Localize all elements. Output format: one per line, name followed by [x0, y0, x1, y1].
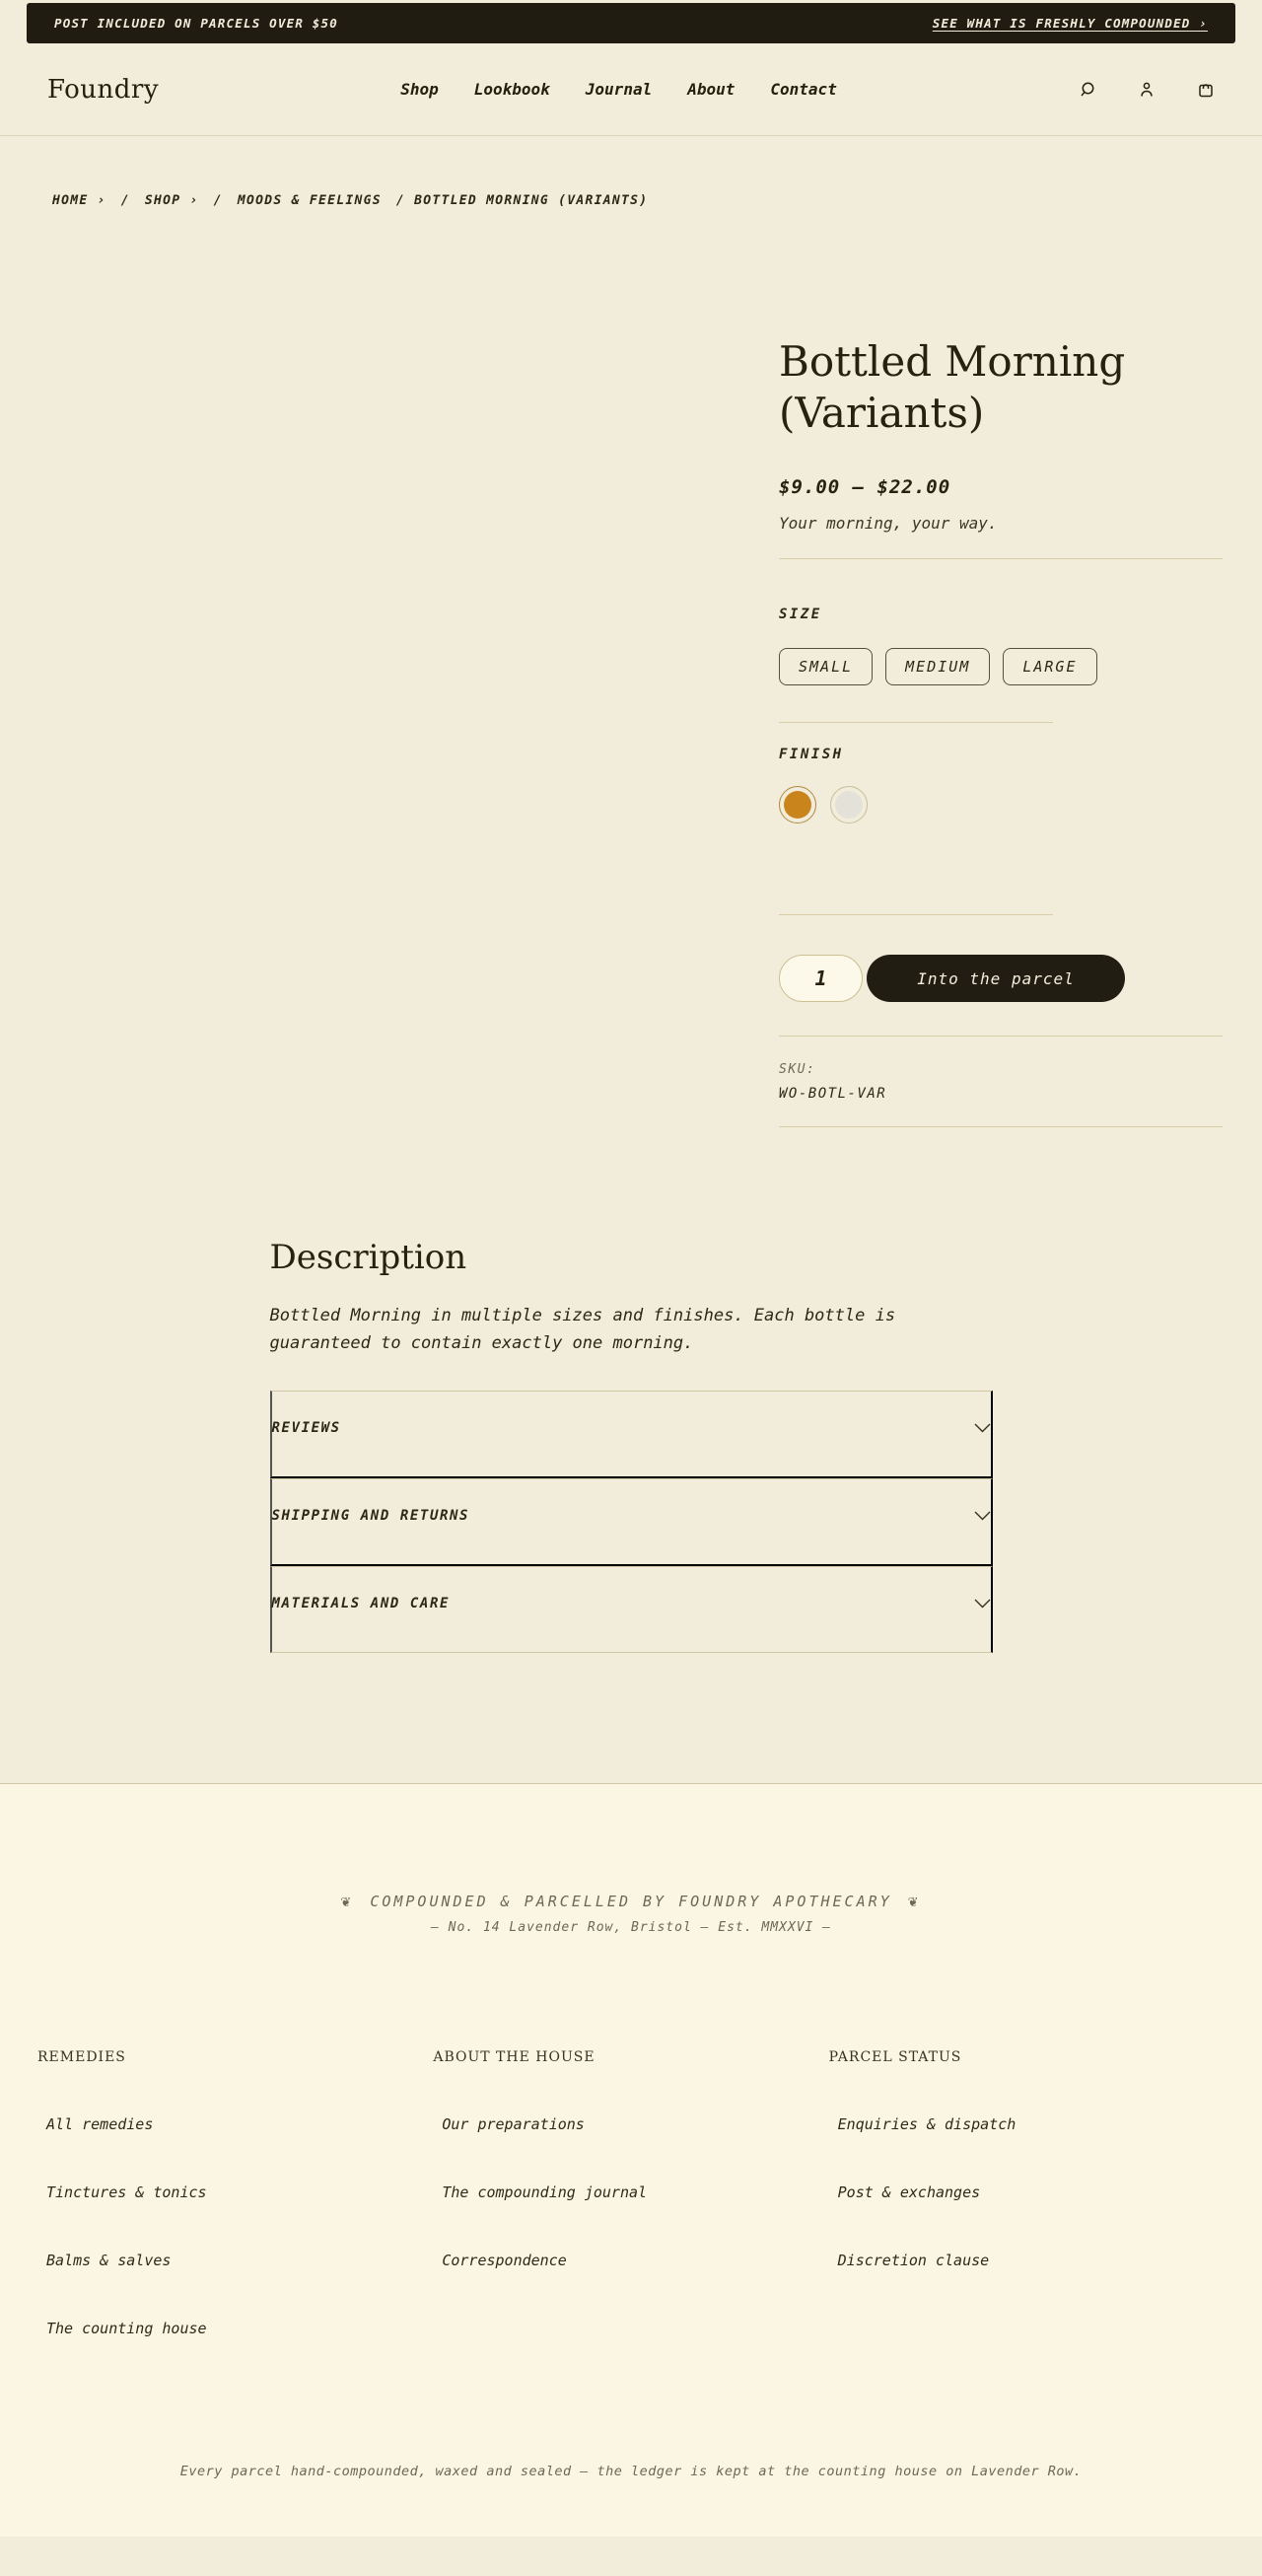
announcement-text: POST INCLUDED ON PARCELS OVER $50: [54, 16, 338, 31]
footer-column: [433, 2049, 828, 2337]
footer-colophon: [0, 1784, 1262, 1935]
description-section: [270, 1238, 993, 1653]
logo[interactable]: Foundry: [47, 74, 160, 105]
footer-link-list: [37, 2114, 433, 2337]
footer-link[interactable]: Enquiries & dispatch: [837, 2115, 1017, 2134]
chevron-down-icon: [974, 1509, 991, 1524]
accordion-row[interactable]: [270, 1566, 993, 1653]
size-option-button[interactable]: LARGE: [1003, 648, 1096, 685]
size-option-button[interactable]: SMALL: [779, 648, 873, 685]
site-header: [0, 43, 1262, 136]
breadcrumb: [0, 136, 1262, 208]
footer-link[interactable]: The counting house: [46, 2320, 207, 2338]
breadcrumb-part[interactable]: /: [120, 193, 130, 208]
colophon-text: COMPOUNDED & PARCELLED BY FOUNDRY APOTHECARY: [370, 1893, 892, 1911]
footer-link[interactable]: Balms & salves: [46, 2252, 172, 2270]
nav-item[interactable]: Shop: [400, 80, 439, 99]
accordion-list: [270, 1391, 993, 1653]
footer-column: [829, 2049, 1225, 2337]
breadcrumb-part[interactable]: SHOP ›: [144, 193, 199, 208]
accordion-row[interactable]: [270, 1478, 993, 1566]
product-tagline: Your morning, your way.: [779, 514, 998, 534]
finish-swatch[interactable]: [830, 786, 868, 823]
site-footer: [0, 1784, 1262, 2537]
footer-link-item: [838, 2114, 1225, 2133]
divider: [779, 914, 1053, 915]
footer-link-item: [46, 2182, 433, 2201]
add-to-cart-button[interactable]: Into the parcel: [867, 955, 1125, 1002]
accordion-row[interactable]: [270, 1391, 993, 1478]
footer-column: [37, 2049, 433, 2337]
footer-link[interactable]: Post & exchanges: [837, 2183, 981, 2202]
product-image-area: [39, 336, 730, 1127]
description-body: Bottled Morning in multiple sizes and finishes. Each bottle is guaranteed to contain exactly one morning.: [269, 1306, 896, 1353]
cart-button[interactable]: [1197, 81, 1215, 99]
footer-column-heading: ABOUT THE HOUSE: [433, 2049, 596, 2066]
chevron-down-icon: [974, 1597, 991, 1611]
finish-option-label: FINISH: [779, 747, 844, 763]
search-button[interactable]: [1079, 81, 1096, 99]
product-info: [779, 336, 1223, 1127]
product-title: Bottled Morning (Variants): [779, 337, 1126, 438]
footer-link-item: [838, 2182, 1225, 2201]
divider: [779, 558, 1223, 559]
announcement-bar: [27, 3, 1235, 43]
footer-link-item: [838, 2251, 1225, 2269]
breadcrumb-part[interactable]: / BOTTLED MORNING (VARIANTS): [395, 193, 649, 208]
footer-link-item: [442, 2114, 828, 2133]
accordion-label: REVIEWS: [271, 1420, 341, 1437]
footer-column-heading: REMEDIES: [37, 2049, 126, 2066]
nav-item[interactable]: About: [687, 80, 736, 99]
footer-link[interactable]: Correspondence: [442, 2252, 567, 2270]
footer-link-list: [829, 2114, 1225, 2269]
sku-value: WO-BOTL-VAR: [779, 1086, 887, 1103]
description-heading: Description: [269, 1238, 467, 1278]
quantity-input[interactable]: [779, 955, 863, 1002]
divider: [779, 1036, 1223, 1037]
finish-swatch-color: [784, 791, 811, 819]
finish-swatch[interactable]: [779, 786, 816, 823]
divider: [779, 1126, 1223, 1127]
account-button[interactable]: [1138, 81, 1156, 99]
breadcrumb-part[interactable]: MOODS & FEELINGS: [237, 193, 382, 208]
account-icon: [1138, 81, 1156, 99]
announcement-bar-wrap: [0, 0, 1262, 43]
footer-link-item: [442, 2182, 828, 2201]
footer-link-list: [433, 2114, 828, 2269]
nav-item[interactable]: Contact: [770, 80, 837, 99]
accordion-label: SHIPPING AND RETURNS: [271, 1508, 470, 1525]
chevron-down-icon: [974, 1421, 991, 1436]
footer-link-item: [46, 2319, 433, 2337]
footer-link[interactable]: Our preparations: [442, 2115, 585, 2134]
header-icons: [1079, 81, 1215, 99]
footer-link-item: [46, 2114, 433, 2133]
search-icon: [1079, 81, 1096, 99]
footer-link[interactable]: Tinctures & tonics: [46, 2183, 207, 2202]
size-option-label: SIZE: [779, 607, 822, 623]
footer-link[interactable]: The compounding journal: [442, 2183, 648, 2202]
footer-link[interactable]: Discretion clause: [837, 2252, 990, 2270]
fleuron-icon: ❦: [340, 1896, 355, 1911]
finish-swatch-color: [835, 791, 863, 819]
nav-item[interactable]: Lookbook: [473, 80, 550, 99]
sku-label: SKU:: [779, 1062, 816, 1078]
size-option-button[interactable]: MEDIUM: [885, 648, 990, 685]
colophon-line2: — No. 14 Lavender Row, Bristol — Est. MMXXVI —: [430, 1920, 832, 1936]
breadcrumb-part[interactable]: /: [213, 193, 223, 208]
divider: [779, 722, 1053, 723]
main-content: [0, 136, 1262, 1784]
fleuron-icon: ❦: [907, 1896, 922, 1911]
footer-columns: [0, 2049, 1262, 2337]
product-section: [0, 336, 1262, 1127]
bag-icon: [1197, 81, 1215, 99]
main-nav: [159, 80, 1079, 99]
finish-options: [779, 786, 1223, 823]
size-options: [779, 648, 1223, 685]
footer-column-heading: PARCEL STATUS: [828, 2049, 962, 2066]
product-price: $9.00 – $22.00: [779, 476, 951, 499]
accordion-label: MATERIALS AND CARE: [271, 1596, 451, 1612]
colophon-line1: [0, 1893, 1262, 1910]
footer-link-item: [46, 2251, 433, 2269]
footer-link-item: [442, 2251, 828, 2269]
footer-tagline: Every parcel hand-compounded, waxed and sealed — the ledger is kept at the counting house on Lavender Row.: [179, 2464, 1083, 2480]
footer-link[interactable]: All remedies: [46, 2115, 154, 2134]
breadcrumb-part[interactable]: HOME ›: [52, 193, 106, 208]
buy-row: [779, 955, 1223, 1002]
nav-item[interactable]: Journal: [585, 80, 653, 99]
announcement-link[interactable]: SEE WHAT IS FRESHLY COMPOUNDED ›: [932, 16, 1208, 31]
